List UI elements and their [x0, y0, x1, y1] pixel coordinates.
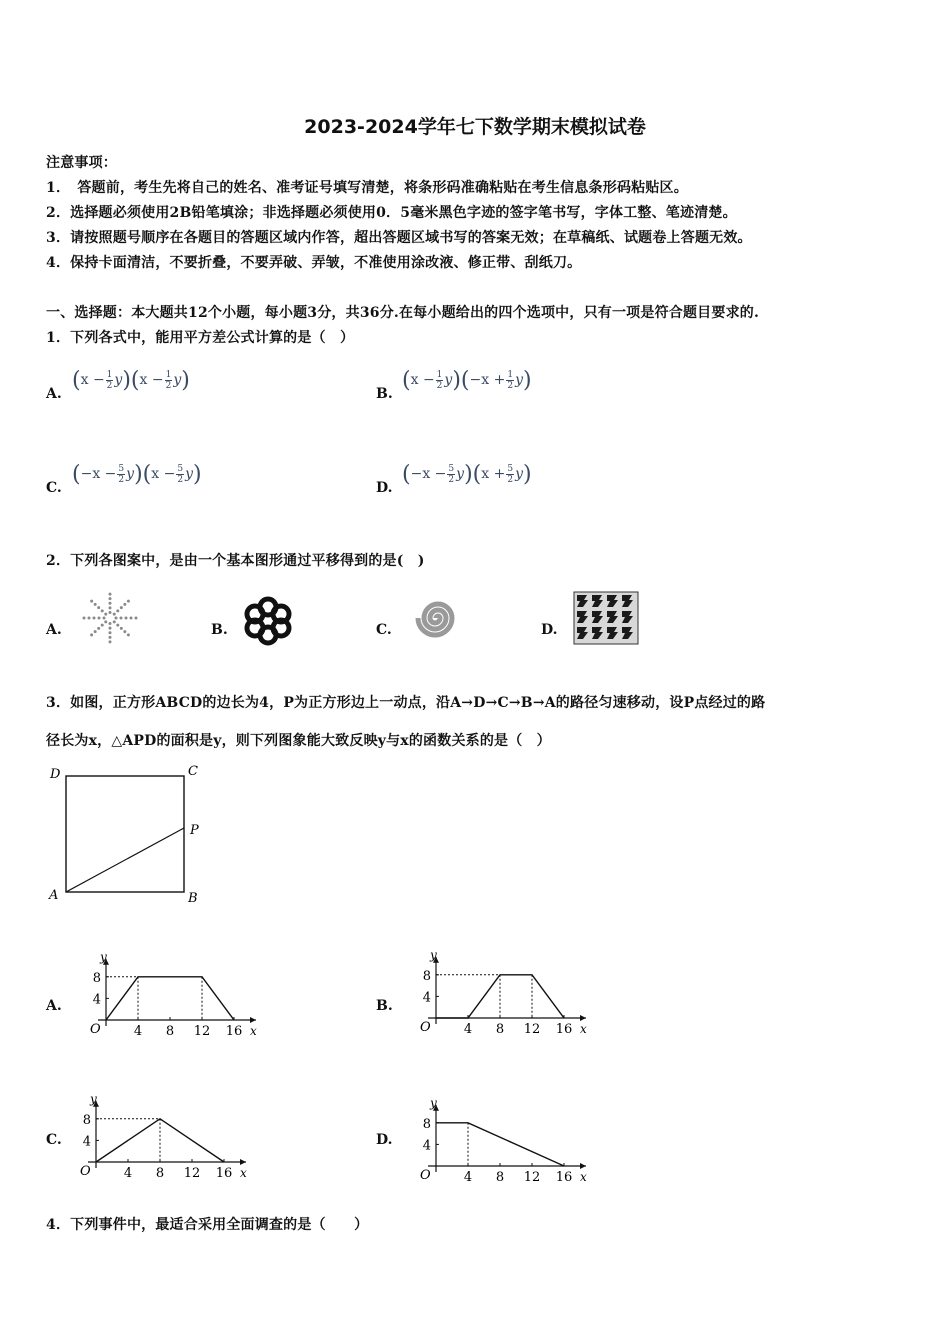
y-tick-label: 4	[92, 992, 101, 1008]
star-dot	[127, 633, 130, 636]
q1-option-c-math: (−x − $\frac{5}{2}$ y)(x − $\frac{5}{2}$ y)	[72, 462, 202, 487]
x-tick-label: 16	[555, 1170, 573, 1185]
star-dot	[94, 630, 97, 633]
x-axis-label: x	[240, 1166, 247, 1180]
notice-item-1: 1． 答题前，考生先将自己的姓名、准考证号填写清楚，将条形码准确粘贴在考生信息条形码粘贴区。	[46, 180, 688, 196]
q3-graph-a	[74, 940, 274, 1044]
star-dot	[103, 617, 106, 620]
page-title: 2023-2024学年七下数学期末模拟试卷	[304, 116, 646, 138]
notice-item-3: 3．请按照题号顺序在各题目的答题区域内作答，超出答题区域书写的答案无效；在草稿纸、试题卷上答题无效。	[46, 230, 752, 246]
y-tick-label: 8	[422, 968, 431, 984]
x-tick-label: 4	[133, 1024, 143, 1039]
q2-option-a-label: A.	[46, 622, 62, 638]
q2-option-d-label: D.	[541, 622, 558, 638]
star-dot	[94, 603, 97, 606]
q3-graph-b	[404, 938, 604, 1042]
star-dot	[135, 617, 138, 620]
x-tick-label: 4	[463, 1170, 473, 1185]
y-axis-label: y	[430, 947, 437, 962]
q2-stem: 2．下列各图案中，是由一个基本图形通过平移得到的是( )	[46, 553, 425, 569]
x-tick-label: 16	[555, 1022, 573, 1037]
x-tick-label: 16	[215, 1166, 233, 1181]
q1-stem: 1．下列各式中，能用平方差公式计算的是（ ）	[46, 330, 355, 346]
q4-stem: 4．下列事件中，最适合采用全面调查的是（ ）	[46, 1217, 369, 1233]
vertex-label-c: C	[188, 764, 198, 779]
y-tick-label: 4	[422, 990, 431, 1006]
star-dot	[109, 611, 112, 614]
star-dot	[98, 617, 101, 620]
q3-option-a-label: A.	[46, 998, 62, 1014]
origin-label: O	[420, 1020, 431, 1035]
series-line	[436, 1123, 564, 1166]
y-tick-label: 8	[422, 1116, 431, 1132]
star-dot	[88, 617, 91, 620]
star-dot	[109, 593, 112, 596]
star-dot	[125, 617, 128, 620]
star-dot	[115, 617, 118, 620]
star-dot	[116, 609, 119, 612]
q3-stem-line-1: 3．如图，正方形ABCD的边长为4，P为正方形边上一动点，沿A→D→C→B→A的路径匀速移动，设P点经过的路	[46, 695, 766, 711]
q3-option-d-label: D.	[376, 1132, 393, 1148]
notice-item-4: 4．保持卡面清洁，不要折叠，不要弄破、弄皱，不准使用涂改液、修正带、刮纸刀。	[46, 255, 582, 271]
x-tick-label: 4	[463, 1022, 473, 1037]
q1-option-b-math: (x − $\frac{1}{2}$ y)(−x + $\frac{1}{2}$ y)	[402, 368, 532, 393]
x-tick-label: 12	[183, 1166, 201, 1181]
star-dot	[109, 631, 112, 634]
star-dot	[104, 613, 107, 616]
star-dot	[97, 606, 100, 609]
q2-option-b-label: B.	[211, 622, 228, 638]
q1-option-b-label: B.	[376, 386, 393, 402]
notice-item-2: 2．选择题必须使用2B铅笔填涂；非选择题必须使用0．5毫米黑色字迹的签字笔书写，字体工整、笔迹清楚。	[46, 205, 737, 221]
origin-label: O	[80, 1164, 91, 1179]
x-axis-label: x	[580, 1170, 587, 1184]
x-tick-label: 4	[123, 1166, 133, 1181]
x-axis-label: x	[250, 1024, 257, 1038]
q1-option-d-math: (−x − $\frac{5}{2}$ y)(x + $\frac{5}{2}$ y)	[402, 462, 532, 487]
q2-pattern-d-tessellation	[572, 590, 640, 646]
x-axis-arrow	[250, 1017, 256, 1023]
star-dot	[123, 630, 126, 633]
x-tick-label: 8	[155, 1166, 165, 1181]
y-axis-label: y	[430, 1095, 437, 1110]
notice-heading: 注意事项：	[46, 155, 117, 171]
q1-option-a-math: (x − $\frac{1}{2}$ y)(x − $\frac{1}{2}$ y)	[72, 368, 190, 393]
vertex-label-d: D	[50, 767, 61, 782]
q3-graph-c	[64, 1082, 264, 1186]
star-dot	[109, 622, 112, 625]
star-dot	[127, 600, 130, 603]
point-label-p: P	[190, 823, 199, 838]
star-dot	[113, 613, 116, 616]
q1-option-c-label: C.	[46, 480, 62, 496]
star-dot	[109, 606, 112, 609]
q2-option-c-label: C.	[376, 622, 392, 638]
star-dot	[116, 624, 119, 627]
star-dot	[130, 617, 133, 620]
q3-square-figure	[40, 760, 220, 910]
star-dot	[109, 597, 112, 600]
star-dot	[93, 617, 96, 620]
x-axis-arrow	[580, 1163, 586, 1169]
star-dot	[109, 640, 112, 643]
star-dot	[120, 606, 123, 609]
y-tick-label: 8	[92, 970, 101, 986]
q2-pattern-b-hexagon-flower	[238, 594, 298, 648]
star-dot	[104, 620, 107, 623]
vertex-label-a: A	[49, 888, 59, 903]
x-tick-label: 12	[193, 1024, 211, 1039]
star-dot	[109, 636, 112, 639]
q2-pattern-c-spiral	[406, 590, 470, 646]
y-axis-label: y	[90, 1091, 97, 1106]
q1-option-a-label: A.	[46, 386, 62, 402]
x-tick-label: 12	[523, 1170, 541, 1185]
vertex-label-b: B	[188, 891, 198, 906]
q3-graph-d	[404, 1086, 604, 1190]
star-dot	[97, 627, 100, 630]
q3-option-b-label: B.	[376, 998, 393, 1014]
star-dot	[101, 624, 104, 627]
star-dot	[90, 633, 93, 636]
star-dot	[113, 620, 116, 623]
star-dot	[90, 600, 93, 603]
star-dot	[123, 603, 126, 606]
y-tick-label: 4	[422, 1138, 431, 1154]
section-heading: 一、选择题：本大题共12个小题，每小题3分，共36分.在每小题给出的四个选项中，只有一项是符合题目要求的.	[46, 305, 760, 321]
series-line	[106, 977, 234, 1020]
star-dot	[109, 627, 112, 630]
star-dot	[109, 602, 112, 605]
x-axis-arrow	[240, 1159, 246, 1165]
x-axis-arrow	[580, 1015, 586, 1021]
x-tick-label: 8	[495, 1170, 505, 1185]
star-dot	[120, 627, 123, 630]
origin-label: O	[420, 1168, 431, 1183]
x-tick-label: 8	[165, 1024, 175, 1039]
star-dot	[101, 609, 104, 612]
q2-pattern-a-dotted-star	[76, 590, 144, 646]
q3-option-c-label: C.	[46, 1132, 62, 1148]
y-tick-label: 8	[82, 1112, 91, 1128]
y-tick-label: 4	[82, 1134, 91, 1150]
segment-ap	[66, 828, 184, 892]
q3-stem-line-2: 径长为x，△APD的面积是y，则下列图象能大致反映y与x的函数关系的是（ ）	[46, 733, 551, 749]
x-tick-label: 8	[495, 1022, 505, 1037]
x-tick-label: 16	[225, 1024, 243, 1039]
y-axis-label: y	[100, 949, 107, 964]
origin-label: O	[90, 1022, 101, 1037]
star-dot	[83, 617, 86, 620]
star-dot	[120, 617, 123, 620]
x-axis-label: x	[580, 1022, 587, 1036]
x-tick-label: 12	[523, 1022, 541, 1037]
square-abcd	[66, 776, 184, 892]
q1-option-d-label: D.	[376, 480, 393, 496]
